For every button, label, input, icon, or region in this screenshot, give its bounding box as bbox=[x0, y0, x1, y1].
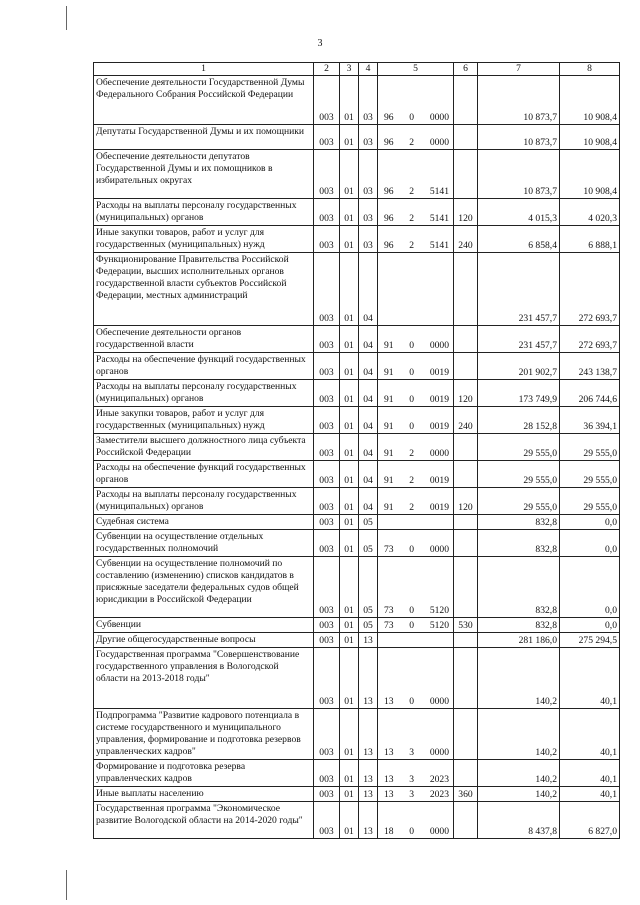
col-3-code: 01 bbox=[340, 648, 359, 709]
col-8-amount: 243 138,7 bbox=[560, 353, 620, 380]
col-5-part-a: 91 bbox=[384, 421, 394, 432]
col-5-part-b: 0 bbox=[409, 340, 415, 351]
row-name: Депутаты Государственной Думы и их помощники bbox=[94, 125, 314, 150]
table-row bbox=[94, 253, 620, 326]
col-3-code: 01 bbox=[340, 125, 359, 150]
col-7-amount: 10 873,7 bbox=[478, 76, 560, 125]
table-row bbox=[94, 434, 620, 461]
col-6-code bbox=[454, 648, 478, 709]
col-5-part-d: 0000 bbox=[429, 112, 449, 123]
row-name: Судебная система bbox=[94, 515, 314, 530]
col-5-part-a: 91 bbox=[384, 475, 394, 486]
header-row bbox=[94, 63, 620, 76]
col-5-code bbox=[378, 353, 454, 380]
col-5-part-b: 0 bbox=[409, 112, 415, 123]
col-3-code: 01 bbox=[340, 633, 359, 648]
col-5-part-b: 0 bbox=[409, 696, 415, 707]
col-7-amount: 201 902,7 bbox=[478, 353, 560, 380]
col-5-part-d: 5120 bbox=[429, 620, 449, 631]
row-name: Расходы на выплаты персоналу государственных (муниципальных) органов bbox=[94, 488, 314, 515]
table-row bbox=[94, 199, 620, 226]
col-2-code: 003 bbox=[314, 648, 340, 709]
col-6-code bbox=[454, 253, 478, 326]
col-2-code: 003 bbox=[314, 557, 340, 618]
col-2-code: 003 bbox=[314, 709, 340, 760]
col-5-code bbox=[378, 461, 454, 488]
col-4-code: 04 bbox=[359, 407, 378, 434]
col-2-code: 003 bbox=[314, 633, 340, 648]
table-row bbox=[94, 530, 620, 557]
row-name: Расходы на обеспечение функций государственных органов bbox=[94, 353, 314, 380]
col-6-code bbox=[454, 461, 478, 488]
row-name: Формирование и подготовка резерва управленческих кадров bbox=[94, 760, 314, 787]
col-5-code bbox=[378, 802, 454, 839]
col-7-amount: 173 749,9 bbox=[478, 380, 560, 407]
col-5-part-b: 0 bbox=[409, 620, 415, 631]
col-5-part-b: 0 bbox=[409, 421, 415, 432]
col-5-part-b: 2 bbox=[409, 137, 415, 148]
header-cell: 8 bbox=[560, 63, 620, 76]
col-5-part-a: 96 bbox=[384, 240, 394, 251]
col-7-amount: 832,8 bbox=[478, 618, 560, 633]
col-4-code: 04 bbox=[359, 326, 378, 353]
table-row bbox=[94, 787, 620, 802]
col-7-amount: 28 152,8 bbox=[478, 407, 560, 434]
col-4-code: 05 bbox=[359, 557, 378, 618]
scan-mark-bottom bbox=[66, 870, 67, 900]
col-3-code: 01 bbox=[340, 530, 359, 557]
col-4-code: 04 bbox=[359, 253, 378, 326]
col-3-code: 01 bbox=[340, 461, 359, 488]
col-2-code: 003 bbox=[314, 125, 340, 150]
col-8-amount: 36 394,1 bbox=[560, 407, 620, 434]
col-7-amount: 29 555,0 bbox=[478, 488, 560, 515]
table-row bbox=[94, 461, 620, 488]
col-4-code: 13 bbox=[359, 787, 378, 802]
col-2-code: 003 bbox=[314, 488, 340, 515]
scan-mark-top bbox=[66, 6, 67, 30]
col-6-code bbox=[454, 125, 478, 150]
col-5-part-a: 91 bbox=[384, 367, 394, 378]
col-5-code bbox=[378, 633, 454, 648]
col-8-amount: 0,0 bbox=[560, 618, 620, 633]
col-4-code: 13 bbox=[359, 648, 378, 709]
col-8-amount: 0,0 bbox=[560, 557, 620, 618]
col-2-code: 003 bbox=[314, 226, 340, 253]
col-8-amount: 206 744,6 bbox=[560, 380, 620, 407]
col-5-part-a: 96 bbox=[384, 186, 394, 197]
row-name: Государственная программа "Совершенствование государственного управления в Вологодской области на 2013-2018 годы" bbox=[94, 648, 314, 709]
col-3-code: 01 bbox=[340, 488, 359, 515]
row-name: Субвенции на осуществление полномочий по составлению (изменению) списков кандидатов в присяжные заседатели федеральных судов общей юрисдикции в Российской Федерации bbox=[94, 557, 314, 618]
col-5-part-d: 0019 bbox=[429, 421, 449, 432]
col-2-code: 003 bbox=[314, 253, 340, 326]
col-3-code: 01 bbox=[340, 76, 359, 125]
col-5-part-a: 13 bbox=[384, 789, 394, 800]
col-5-part-a: 96 bbox=[384, 112, 394, 123]
col-6-code bbox=[454, 76, 478, 125]
col-6-code bbox=[454, 515, 478, 530]
row-name: Подпрограмма "Развитие кадрового потенциала в системе государственного и муниципального управления, формирование и подготовка резервов управленческих кадров" bbox=[94, 709, 314, 760]
col-5-part-d: 0000 bbox=[429, 826, 449, 837]
col-6-code bbox=[454, 150, 478, 199]
col-5-code bbox=[378, 434, 454, 461]
col-6-code bbox=[454, 434, 478, 461]
col-2-code: 003 bbox=[314, 461, 340, 488]
col-8-amount: 10 908,4 bbox=[560, 150, 620, 199]
col-3-code: 01 bbox=[340, 515, 359, 530]
col-5-part-b: 0 bbox=[409, 367, 415, 378]
col-6-code: 240 bbox=[454, 407, 478, 434]
table-row bbox=[94, 760, 620, 787]
col-2-code: 003 bbox=[314, 199, 340, 226]
col-6-code: 120 bbox=[454, 488, 478, 515]
col-4-code: 03 bbox=[359, 150, 378, 199]
col-3-code: 01 bbox=[340, 150, 359, 199]
col-7-amount: 140,2 bbox=[478, 760, 560, 787]
table-row bbox=[94, 380, 620, 407]
table-row bbox=[94, 633, 620, 648]
col-7-amount: 29 555,0 bbox=[478, 461, 560, 488]
col-5-code bbox=[378, 326, 454, 353]
col-5-code bbox=[378, 530, 454, 557]
col-4-code: 05 bbox=[359, 530, 378, 557]
col-5-code bbox=[378, 380, 454, 407]
col-8-amount: 29 555,0 bbox=[560, 434, 620, 461]
row-name: Функционирование Правительства Российской Федерации, высших исполнительных органов государственной власти субъектов Российской Федерации, местных администраций bbox=[94, 253, 314, 326]
table-row bbox=[94, 150, 620, 199]
header-cell: 5 bbox=[378, 63, 454, 76]
row-name: Заместители высшего должностного лица субъекта Российской Федерации bbox=[94, 434, 314, 461]
col-2-code: 003 bbox=[314, 380, 340, 407]
col-2-code: 003 bbox=[314, 760, 340, 787]
col-5-code bbox=[378, 125, 454, 150]
col-5-code bbox=[378, 407, 454, 434]
col-4-code: 04 bbox=[359, 461, 378, 488]
col-3-code: 01 bbox=[340, 226, 359, 253]
col-8-amount: 6 827,0 bbox=[560, 802, 620, 839]
budget-table bbox=[93, 62, 620, 839]
page-number: 3 bbox=[317, 38, 323, 49]
col-3-code: 01 bbox=[340, 380, 359, 407]
col-5-part-b: 3 bbox=[409, 789, 415, 800]
col-5-part-a: 91 bbox=[384, 502, 394, 513]
col-6-code bbox=[454, 353, 478, 380]
col-5-part-d: 0000 bbox=[429, 448, 449, 459]
col-5-part-d: 5120 bbox=[429, 605, 449, 616]
table-row bbox=[94, 618, 620, 633]
col-5-part-a: 13 bbox=[384, 774, 394, 785]
col-7-amount: 4 015,3 bbox=[478, 199, 560, 226]
col-3-code: 01 bbox=[340, 434, 359, 461]
col-7-amount: 832,8 bbox=[478, 530, 560, 557]
col-8-amount: 272 693,7 bbox=[560, 253, 620, 326]
col-7-amount: 140,2 bbox=[478, 648, 560, 709]
col-5-part-d: 0000 bbox=[429, 340, 449, 351]
col-6-code bbox=[454, 326, 478, 353]
col-6-code bbox=[454, 802, 478, 839]
col-8-amount: 0,0 bbox=[560, 530, 620, 557]
col-2-code: 003 bbox=[314, 150, 340, 199]
col-5-code bbox=[378, 199, 454, 226]
col-5-part-b: 0 bbox=[409, 394, 415, 405]
col-5-part-d: 0000 bbox=[429, 137, 449, 148]
col-5-part-d: 2023 bbox=[429, 789, 449, 800]
row-name: Обеспечение деятельности Государственной Думы Федерального Собрания Российской Федерации bbox=[94, 76, 314, 125]
col-3-code: 01 bbox=[340, 326, 359, 353]
col-4-code: 03 bbox=[359, 226, 378, 253]
col-2-code: 003 bbox=[314, 326, 340, 353]
col-3-code: 01 bbox=[340, 353, 359, 380]
col-7-amount: 10 873,7 bbox=[478, 125, 560, 150]
col-2-code: 003 bbox=[314, 530, 340, 557]
col-2-code: 003 bbox=[314, 515, 340, 530]
col-4-code: 13 bbox=[359, 709, 378, 760]
row-name: Иные выплаты населению bbox=[94, 787, 314, 802]
col-2-code: 003 bbox=[314, 407, 340, 434]
col-4-code: 03 bbox=[359, 199, 378, 226]
col-2-code: 003 bbox=[314, 76, 340, 125]
col-5-code bbox=[378, 150, 454, 199]
row-name: Иные закупки товаров, работ и услуг для государственных (муниципальных) нужд bbox=[94, 407, 314, 434]
col-8-amount: 272 693,7 bbox=[560, 326, 620, 353]
col-6-code bbox=[454, 633, 478, 648]
row-name: Иные закупки товаров, работ и услуг для государственных (муниципальных) нужд bbox=[94, 226, 314, 253]
col-5-code bbox=[378, 557, 454, 618]
col-4-code: 04 bbox=[359, 353, 378, 380]
col-4-code: 04 bbox=[359, 380, 378, 407]
row-name: Субвенции bbox=[94, 618, 314, 633]
col-6-code bbox=[454, 530, 478, 557]
col-5-part-b: 2 bbox=[409, 186, 415, 197]
col-8-amount: 10 908,4 bbox=[560, 125, 620, 150]
header-cell: 7 bbox=[478, 63, 560, 76]
col-6-code: 120 bbox=[454, 380, 478, 407]
col-5-part-b: 3 bbox=[409, 747, 415, 758]
header-cell: 2 bbox=[314, 63, 340, 76]
col-5-part-d: 0019 bbox=[429, 475, 449, 486]
col-5-part-d: 0019 bbox=[429, 394, 449, 405]
col-6-code bbox=[454, 557, 478, 618]
col-8-amount: 29 555,0 bbox=[560, 461, 620, 488]
row-name: Другие общегосударственные вопросы bbox=[94, 633, 314, 648]
col-5-part-a: 18 bbox=[384, 826, 394, 837]
col-2-code: 003 bbox=[314, 802, 340, 839]
col-7-amount: 231 457,7 bbox=[478, 326, 560, 353]
col-5-part-b: 2 bbox=[409, 502, 415, 513]
table-row bbox=[94, 226, 620, 253]
table-row bbox=[94, 515, 620, 530]
col-5-code bbox=[378, 253, 454, 326]
col-8-amount: 40,1 bbox=[560, 709, 620, 760]
col-4-code: 13 bbox=[359, 760, 378, 787]
col-4-code: 05 bbox=[359, 618, 378, 633]
col-5-part-a: 73 bbox=[384, 605, 394, 616]
table-row bbox=[94, 488, 620, 515]
col-4-code: 13 bbox=[359, 802, 378, 839]
col-5-part-b: 3 bbox=[409, 774, 415, 785]
col-3-code: 01 bbox=[340, 787, 359, 802]
col-4-code: 13 bbox=[359, 633, 378, 648]
col-5-code bbox=[378, 787, 454, 802]
col-5-code bbox=[378, 760, 454, 787]
col-5-code bbox=[378, 76, 454, 125]
col-7-amount: 231 457,7 bbox=[478, 253, 560, 326]
row-name: Обеспечение деятельности органов государственной власти bbox=[94, 326, 314, 353]
col-6-code: 240 bbox=[454, 226, 478, 253]
col-3-code: 01 bbox=[340, 199, 359, 226]
col-5-part-d: 0019 bbox=[429, 367, 449, 378]
col-4-code: 03 bbox=[359, 76, 378, 125]
col-7-amount: 140,2 bbox=[478, 787, 560, 802]
col-8-amount: 0,0 bbox=[560, 515, 620, 530]
col-3-code: 01 bbox=[340, 253, 359, 326]
col-5-part-a: 13 bbox=[384, 696, 394, 707]
header-cell: 1 bbox=[94, 63, 314, 76]
row-name: Расходы на обеспечение функций государственных органов bbox=[94, 461, 314, 488]
col-8-amount: 29 555,0 bbox=[560, 488, 620, 515]
col-8-amount: 40,1 bbox=[560, 787, 620, 802]
col-5-part-a: 96 bbox=[384, 213, 394, 224]
col-6-code: 530 bbox=[454, 618, 478, 633]
col-5-code bbox=[378, 618, 454, 633]
row-name: Расходы на выплаты персоналу государственных (муниципальных) органов bbox=[94, 380, 314, 407]
col-5-part-a: 13 bbox=[384, 747, 394, 758]
col-6-code bbox=[454, 760, 478, 787]
col-5-part-d: 0000 bbox=[429, 747, 449, 758]
col-4-code: 04 bbox=[359, 434, 378, 461]
table-row bbox=[94, 125, 620, 150]
col-7-amount: 832,8 bbox=[478, 557, 560, 618]
col-3-code: 01 bbox=[340, 760, 359, 787]
col-8-amount: 4 020,3 bbox=[560, 199, 620, 226]
col-4-code: 05 bbox=[359, 515, 378, 530]
table-row bbox=[94, 407, 620, 434]
col-6-code: 120 bbox=[454, 199, 478, 226]
col-3-code: 01 bbox=[340, 407, 359, 434]
table-row bbox=[94, 709, 620, 760]
col-5-part-b: 0 bbox=[409, 544, 415, 555]
col-7-amount: 29 555,0 bbox=[478, 434, 560, 461]
table-row bbox=[94, 648, 620, 709]
col-8-amount: 40,1 bbox=[560, 648, 620, 709]
col-6-code: 360 bbox=[454, 787, 478, 802]
col-7-amount: 140,2 bbox=[478, 709, 560, 760]
col-2-code: 003 bbox=[314, 787, 340, 802]
col-7-amount: 10 873,7 bbox=[478, 150, 560, 199]
row-name: Субвенции на осуществление отдельных государственных полномочий bbox=[94, 530, 314, 557]
row-name: Расходы на выплаты персоналу государственных (муниципальных) органов bbox=[94, 199, 314, 226]
col-2-code: 003 bbox=[314, 618, 340, 633]
col-4-code: 03 bbox=[359, 125, 378, 150]
col-5-part-a: 96 bbox=[384, 137, 394, 148]
col-3-code: 01 bbox=[340, 709, 359, 760]
col-3-code: 01 bbox=[340, 802, 359, 839]
table-row bbox=[94, 76, 620, 125]
row-name: Государственная программа "Экономическое развитие Вологодской области на 2014-2020 годы" bbox=[94, 802, 314, 839]
col-5-part-a: 73 bbox=[384, 544, 394, 555]
col-5-code bbox=[378, 709, 454, 760]
col-3-code: 01 bbox=[340, 557, 359, 618]
col-6-code bbox=[454, 709, 478, 760]
header-cell: 6 bbox=[454, 63, 478, 76]
col-5-part-a: 73 bbox=[384, 620, 394, 631]
col-2-code: 003 bbox=[314, 353, 340, 380]
col-5-part-a: 91 bbox=[384, 340, 394, 351]
row-name: Обеспечение деятельности депутатов Государственной Думы и их помощников в избирательных округах bbox=[94, 150, 314, 199]
col-7-amount: 281 186,0 bbox=[478, 633, 560, 648]
col-5-part-d: 0000 bbox=[429, 696, 449, 707]
col-5-part-b: 2 bbox=[409, 475, 415, 486]
col-2-code: 003 bbox=[314, 434, 340, 461]
col-5-code bbox=[378, 226, 454, 253]
col-5-code bbox=[378, 488, 454, 515]
table-row bbox=[94, 353, 620, 380]
col-5-part-b: 0 bbox=[409, 826, 415, 837]
col-8-amount: 6 888,1 bbox=[560, 226, 620, 253]
table-row bbox=[94, 802, 620, 839]
col-5-code bbox=[378, 648, 454, 709]
col-7-amount: 6 858,4 bbox=[478, 226, 560, 253]
col-5-part-b: 0 bbox=[409, 605, 415, 616]
col-5-part-b: 2 bbox=[409, 240, 415, 251]
col-5-part-b: 2 bbox=[409, 448, 415, 459]
col-7-amount: 8 437,8 bbox=[478, 802, 560, 839]
col-8-amount: 40,1 bbox=[560, 760, 620, 787]
col-3-code: 01 bbox=[340, 618, 359, 633]
col-7-amount: 832,8 bbox=[478, 515, 560, 530]
header-cell: 4 bbox=[359, 63, 378, 76]
col-5-code bbox=[378, 515, 454, 530]
col-5-part-b: 2 bbox=[409, 213, 415, 224]
col-5-part-d: 5141 bbox=[429, 186, 449, 197]
col-5-part-d: 0000 bbox=[429, 544, 449, 555]
col-5-part-d: 2023 bbox=[429, 774, 449, 785]
col-5-part-a: 91 bbox=[384, 394, 394, 405]
col-5-part-d: 5141 bbox=[429, 213, 449, 224]
table-row bbox=[94, 326, 620, 353]
table-row bbox=[94, 557, 620, 618]
col-8-amount: 275 294,5 bbox=[560, 633, 620, 648]
col-5-part-a: 91 bbox=[384, 448, 394, 459]
col-4-code: 04 bbox=[359, 488, 378, 515]
header-cell: 3 bbox=[340, 63, 359, 76]
col-5-part-d: 5141 bbox=[429, 240, 449, 251]
col-8-amount: 10 908,4 bbox=[560, 76, 620, 125]
col-5-part-d: 0019 bbox=[429, 502, 449, 513]
